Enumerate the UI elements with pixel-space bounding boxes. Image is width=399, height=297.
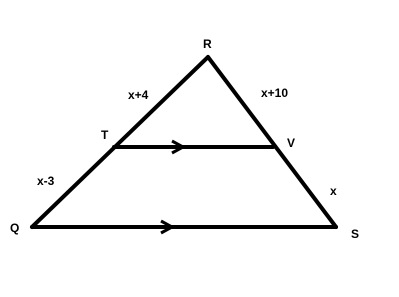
side-rq <box>32 57 208 227</box>
vertex-label-q: Q <box>10 221 20 235</box>
vertex-label-v: V <box>287 136 296 150</box>
segment-label-tq: x-3 <box>37 174 55 188</box>
segment-label-vs: x <box>330 184 337 198</box>
vertex-label-t: T <box>101 128 109 142</box>
segment-label-rv: x+10 <box>261 86 289 100</box>
side-rs <box>208 57 336 227</box>
vertex-label-r: R <box>203 37 212 51</box>
segment-label-rt: x+4 <box>128 88 149 102</box>
vertex-label-s: S <box>351 227 360 241</box>
